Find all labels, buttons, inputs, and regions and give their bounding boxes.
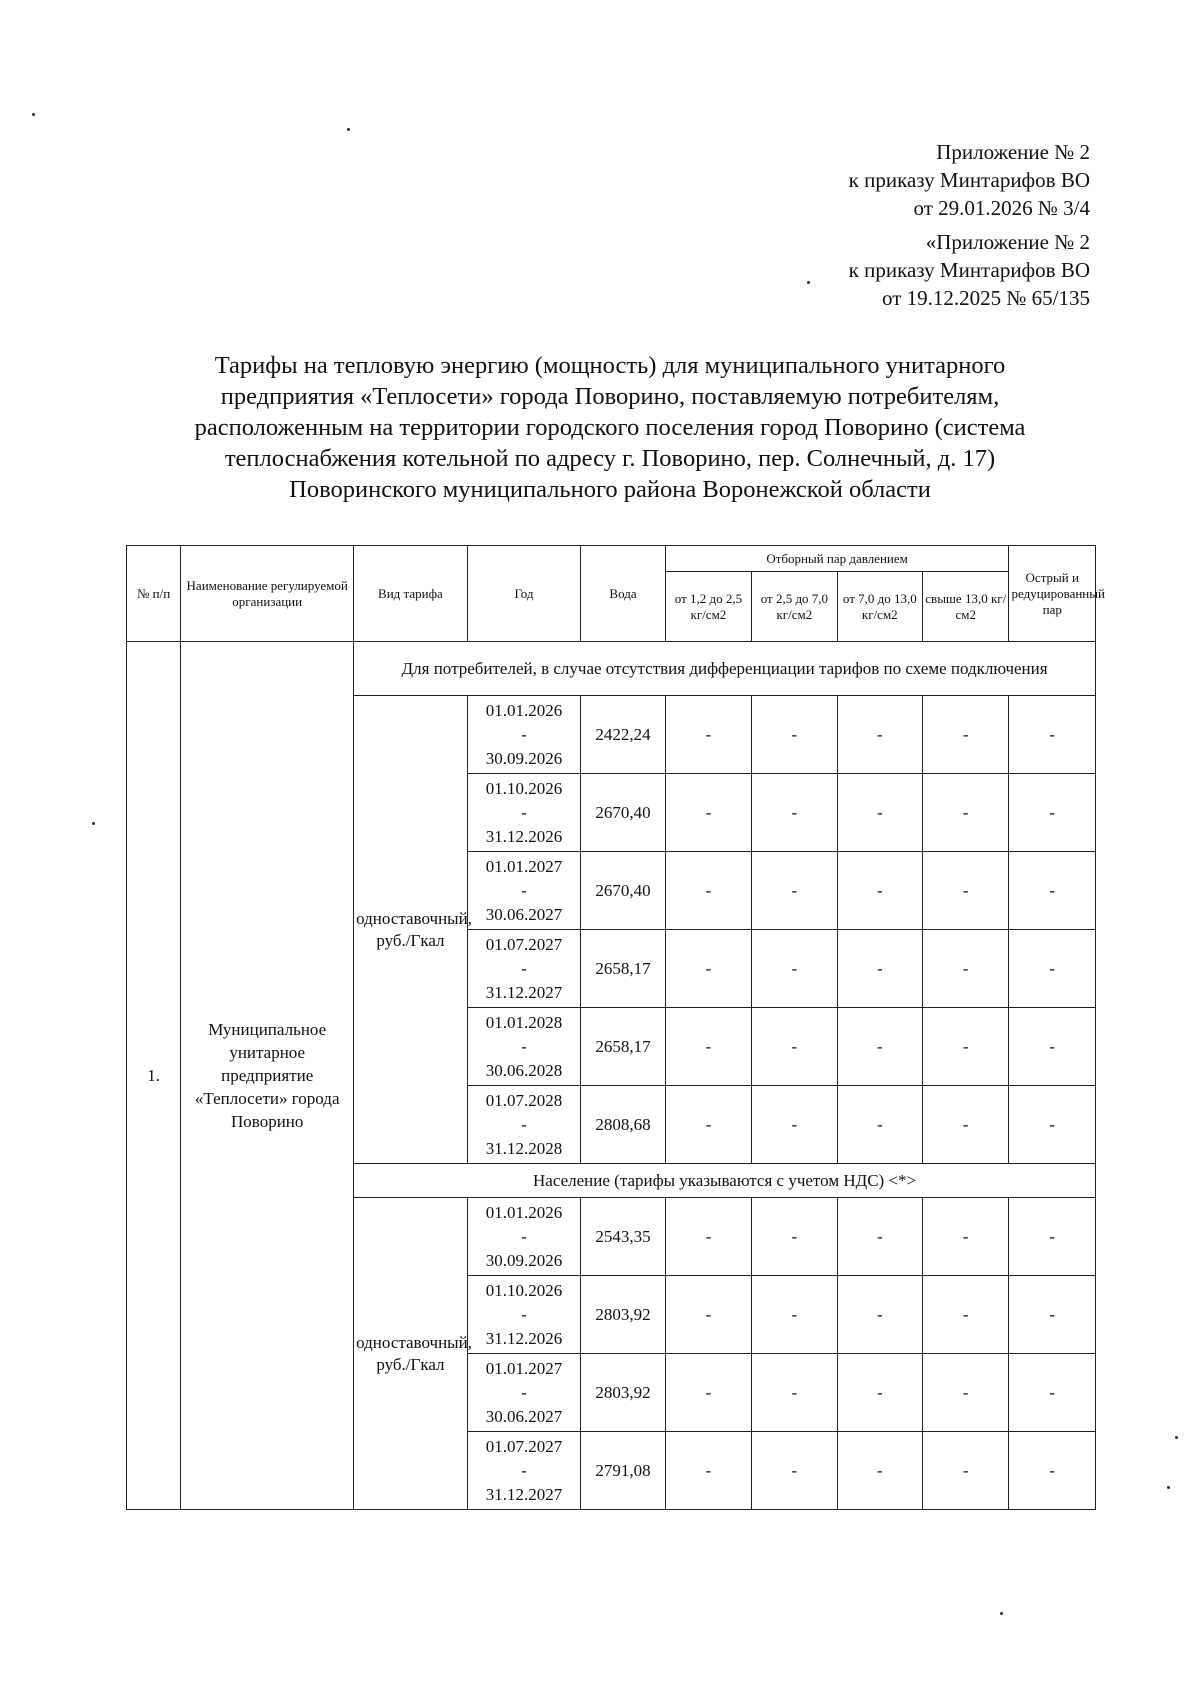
no-tariff-dash: - [665, 696, 751, 774]
period-to: 30.06.2027 [485, 904, 563, 924]
title-line: предприятия «Теплосети» города Поворино, поставляемую потребителям, [220, 383, 1000, 410]
no-tariff-dash: - [665, 1432, 751, 1510]
tariff-type: одноставочный, руб./Гкал [354, 1198, 468, 1510]
header-water: Вода [581, 546, 665, 642]
water-tariff-value: 2808,68 [581, 1086, 665, 1164]
no-tariff-dash: - [665, 1086, 751, 1164]
no-tariff-dash: - [665, 1276, 751, 1354]
no-tariff-dash: - [752, 852, 837, 930]
no-tariff-dash: - [752, 1198, 837, 1276]
period [467, 1008, 581, 1086]
section-title: Население (тарифы указываются с учетом НДС) <*> [354, 1164, 1096, 1198]
no-tariff-dash: - [752, 1086, 837, 1164]
period-from: 01.01.2027 [485, 1358, 563, 1378]
no-tariff-dash: - [837, 930, 922, 1008]
header-tariff-type: Вид тарифа [354, 546, 468, 642]
period-from: 01.07.2027 [485, 934, 563, 954]
period-sep: - [521, 958, 527, 978]
no-tariff-dash: - [752, 774, 837, 852]
no-tariff-dash: - [752, 1276, 837, 1354]
no-tariff-dash: - [923, 1008, 1009, 1086]
tariff-type: одноставочный, руб./Гкал [354, 696, 468, 1164]
no-tariff-dash: - [752, 1354, 837, 1432]
no-tariff-dash: - [665, 1354, 751, 1432]
no-tariff-dash: - [923, 1198, 1009, 1276]
no-tariff-dash: - [837, 1086, 922, 1164]
period-from: 01.01.2027 [485, 856, 563, 876]
no-tariff-dash: - [837, 1432, 922, 1510]
period-from: 01.07.2028 [485, 1090, 563, 1110]
no-tariff-dash: - [665, 774, 751, 852]
no-tariff-dash: - [752, 1008, 837, 1086]
no-tariff-dash: - [1009, 1086, 1096, 1164]
order-line: к приказу Минтарифов ВО [848, 258, 1090, 282]
period [467, 930, 581, 1008]
period [467, 1276, 581, 1354]
title-line: расположенным на территории городского поселения город Поворино (система [194, 414, 1026, 441]
period-to: 31.12.2026 [485, 1328, 563, 1348]
no-tariff-dash: - [923, 852, 1009, 930]
period-from: 01.10.2026 [485, 778, 563, 798]
header-year: Год [467, 546, 581, 642]
period-to: 30.06.2027 [485, 1406, 563, 1426]
no-tariff-dash: - [837, 1198, 922, 1276]
row-number: 1. [127, 642, 181, 1510]
no-tariff-dash: - [923, 1354, 1009, 1432]
period-to: 30.09.2026 [485, 1250, 563, 1270]
water-tariff-value: 2670,40 [581, 852, 665, 930]
period-sep: - [521, 1114, 527, 1134]
no-tariff-dash: - [1009, 774, 1096, 852]
no-tariff-dash: - [837, 696, 922, 774]
period-sep: - [521, 1382, 527, 1402]
period-sep: - [521, 1036, 527, 1056]
water-tariff-value: 2543,35 [581, 1198, 665, 1276]
period-sep: - [521, 1304, 527, 1324]
period-to: 31.12.2028 [485, 1138, 563, 1158]
period-from: 01.01.2026 [485, 700, 563, 720]
section-title: Для потребителей, в случае отсутствия дифференциации тарифов по схеме подключения [354, 642, 1096, 696]
no-tariff-dash: - [1009, 1008, 1096, 1086]
scan-speck [32, 113, 35, 116]
water-tariff-value: 2658,17 [581, 1008, 665, 1086]
appendix-reference-original [849, 228, 1090, 312]
period-from: 01.01.2028 [485, 1012, 563, 1032]
no-tariff-dash: - [752, 930, 837, 1008]
period [467, 1432, 581, 1510]
scan-speck [807, 281, 810, 284]
water-tariff-value: 2670,40 [581, 774, 665, 852]
water-tariff-value: 2658,17 [581, 930, 665, 1008]
header-steam-3: от 7,0 до 13,0 кг/см2 [837, 572, 922, 642]
water-tariff-value: 2422,24 [581, 696, 665, 774]
period-from: 01.10.2026 [485, 1280, 563, 1300]
period-sep: - [521, 724, 527, 744]
period [467, 696, 581, 774]
header-steam-4: свыше 13,0 кг/см2 [923, 572, 1009, 642]
header-steam-1: от 1,2 до 2,5 кг/см2 [665, 572, 751, 642]
no-tariff-dash: - [752, 1432, 837, 1510]
header-org: Наименование регулируемой организации [181, 546, 354, 642]
period-sep: - [521, 880, 527, 900]
no-tariff-dash: - [1009, 852, 1096, 930]
title-line: Тарифы на тепловую энергию (мощность) для муниципального унитарного [214, 352, 1006, 379]
order-line: к приказу Минтарифов ВО [848, 168, 1090, 192]
scan-speck [347, 128, 350, 131]
no-tariff-dash: - [923, 1086, 1009, 1164]
period [467, 1354, 581, 1432]
no-tariff-dash: - [665, 1198, 751, 1276]
section-row [127, 642, 1096, 696]
scan-speck [92, 822, 95, 825]
no-tariff-dash: - [665, 1008, 751, 1086]
water-tariff-value: 2791,08 [581, 1432, 665, 1510]
no-tariff-dash: - [923, 1276, 1009, 1354]
no-tariff-dash: - [923, 1432, 1009, 1510]
period-to: 30.09.2026 [485, 748, 563, 768]
no-tariff-dash: - [837, 1354, 922, 1432]
period-to: 30.06.2028 [485, 1060, 563, 1080]
tariff-table-body [127, 546, 1105, 1510]
header-num: № п/п [127, 546, 181, 642]
water-tariff-value: 2803,92 [581, 1354, 665, 1432]
organization-name: Муниципальное унитарное предприятие «Теплосети» города Поворино [181, 642, 354, 1510]
water-tariff-value: 2803,92 [581, 1276, 665, 1354]
no-tariff-dash: - [837, 1008, 922, 1086]
tariff-table [126, 545, 1105, 1510]
no-tariff-dash: - [1009, 696, 1096, 774]
appendix-reference-current [849, 138, 1090, 222]
period-sep: - [521, 802, 527, 822]
period-from: 01.01.2026 [485, 1202, 563, 1222]
period-sep: - [521, 1460, 527, 1480]
appendix-line: «Приложение № 2 [925, 230, 1090, 254]
order-date-line: от 19.12.2025 № 65/135 [881, 286, 1090, 310]
title-line: теплоснабжения котельной по адресу г. Поворино, пер. Солнечный, д. 17) [224, 445, 996, 472]
period-from: 01.07.2027 [485, 1436, 563, 1456]
period [467, 1086, 581, 1164]
header-row [127, 546, 1096, 572]
no-tariff-dash: - [837, 852, 922, 930]
period [467, 1198, 581, 1276]
no-tariff-dash: - [837, 774, 922, 852]
no-tariff-dash: - [923, 930, 1009, 1008]
period-to: 31.12.2026 [485, 826, 563, 846]
no-tariff-dash: - [1009, 1432, 1096, 1510]
no-tariff-dash: - [1009, 1276, 1096, 1354]
appendix-line: Приложение № 2 [936, 140, 1090, 164]
no-tariff-dash: - [923, 696, 1009, 774]
period-to: 31.12.2027 [485, 1484, 563, 1504]
period [467, 852, 581, 930]
header-sharp-steam: Острый и редуцированный пар [1009, 546, 1096, 642]
header-steam-group: Отборный пар давлением [665, 546, 1009, 572]
period [467, 774, 581, 852]
no-tariff-dash: - [923, 774, 1009, 852]
header-steam-2: от 2,5 до 7,0 кг/см2 [752, 572, 837, 642]
no-tariff-dash: - [837, 1276, 922, 1354]
no-tariff-dash: - [1009, 1198, 1096, 1276]
period-sep: - [521, 1226, 527, 1246]
scan-speck [1167, 1486, 1170, 1489]
no-tariff-dash: - [1009, 930, 1096, 1008]
order-date-line: от 29.01.2026 № 3/4 [913, 196, 1090, 220]
no-tariff-dash: - [665, 852, 751, 930]
period-to: 31.12.2027 [485, 982, 563, 1002]
no-tariff-dash: - [1009, 1354, 1096, 1432]
scan-speck [1000, 1612, 1003, 1615]
document-title [120, 350, 1100, 505]
no-tariff-dash: - [752, 696, 837, 774]
scan-speck [1175, 1436, 1178, 1439]
title-line: Поворинского муниципального района Воронежской области [289, 476, 931, 503]
no-tariff-dash: - [665, 930, 751, 1008]
